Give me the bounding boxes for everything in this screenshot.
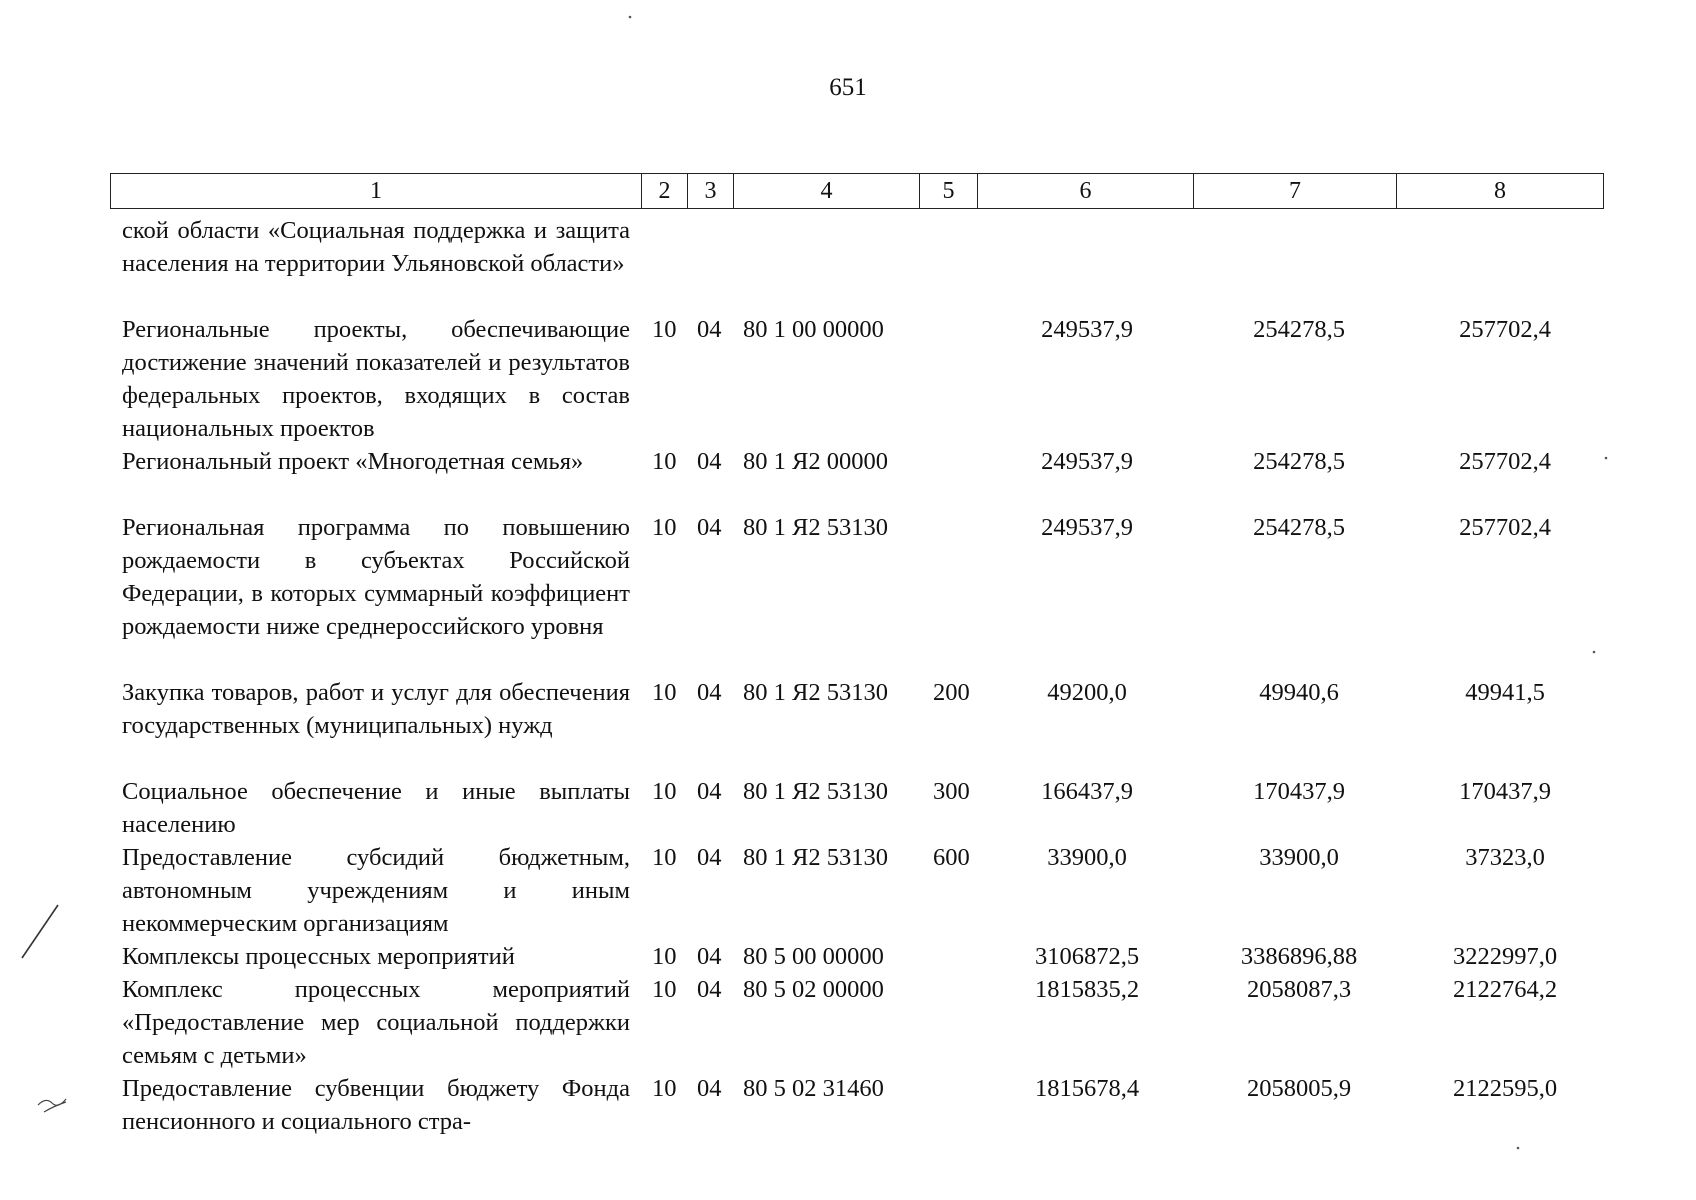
subsection-code: 04 (697, 976, 722, 1003)
row-description: Социальное обеспечение и иные выплаты населению (122, 778, 630, 838)
amount-year-2: 2058087,3 (1246, 976, 1352, 1003)
amount-year-2: 33900,0 (1259, 844, 1339, 871)
amount-year-3: 257702,4 (1459, 514, 1551, 541)
amount-year-2: 49940,6 (1259, 679, 1339, 706)
amount-year-2: 2058005,9 (1246, 1075, 1352, 1102)
target-article-code: 80 1 00 00000 (743, 316, 884, 343)
target-article-code: 80 1 Я2 53130 (743, 778, 888, 805)
pen-stroke-mark (22, 905, 58, 958)
scan-dot (1593, 651, 1596, 654)
subsection-code: 04 (697, 943, 722, 970)
subsection-code: 04 (697, 679, 722, 706)
amount-year-3: 49941,5 (1465, 679, 1545, 706)
section-code: 10 (652, 448, 677, 475)
target-article-code: 80 1 Я2 00000 (743, 448, 888, 475)
column-header-row (111, 174, 1604, 209)
row-description: ской области «Социальная поддержка и защита населения на территории Ульяновской области» (122, 217, 630, 277)
section-code: 10 (652, 976, 677, 1003)
subsection-code: 04 (697, 844, 722, 871)
amount-year-3: 2122595,0 (1452, 1075, 1558, 1102)
amount-year-1: 33900,0 (1047, 844, 1127, 871)
column-header-8: 8 (1397, 174, 1604, 209)
amount-year-1: 3106872,5 (1034, 943, 1140, 970)
row-description: Закупка товаров, работ и услуг для обеспечения государственных (муниципальных) нужд (122, 679, 630, 739)
column-header-2: 2 (642, 174, 688, 209)
row-description: Региональный проект «Многодетная семья» (122, 448, 584, 475)
column-header-7: 7 (1194, 174, 1397, 209)
subsection-code: 04 (697, 448, 722, 475)
row-description: Предоставление субсидий бюджетным, автономным учреждениям и иным некоммерческим организациям (122, 844, 630, 937)
amount-year-3: 2122764,2 (1452, 976, 1558, 1003)
scan-dot (629, 16, 632, 19)
target-article-code: 80 5 02 00000 (743, 976, 884, 1003)
section-code: 10 (652, 1075, 677, 1102)
column-header-6: 6 (978, 174, 1194, 209)
row-description: Комплексы процессных мероприятий (122, 943, 515, 970)
pen-scribble-mark (38, 1099, 66, 1112)
amount-year-3: 257702,4 (1459, 448, 1551, 475)
scan-dot (1517, 1147, 1520, 1150)
section-code: 10 (652, 943, 677, 970)
expense-type-code: 600 (933, 844, 970, 871)
column-header-3: 3 (688, 174, 734, 209)
row-description: Предоставление субвенции бюджету Фонда пенсионного и социального стра- (122, 1075, 630, 1135)
section-code: 10 (652, 679, 677, 706)
subsection-code: 04 (697, 514, 722, 541)
amount-year-2: 254278,5 (1253, 316, 1345, 343)
row-description: Комплекс процессных мероприятий «Предоставление мер социальной поддержки семьям с детьми» (122, 976, 630, 1069)
page-number: 651 (829, 74, 867, 101)
subsection-code: 04 (697, 316, 722, 343)
column-header-4: 4 (734, 174, 920, 209)
row-description: Региональные проекты, обеспечивающие достижение значений показателей и результатов федеральных проектов, входящих в состав национальных проектов (122, 316, 630, 442)
amount-year-2: 170437,9 (1253, 778, 1345, 805)
amount-year-2: 3386896,88 (1240, 943, 1358, 970)
column-header-table (110, 173, 1604, 209)
amount-year-1: 249537,9 (1041, 316, 1133, 343)
section-code: 10 (652, 514, 677, 541)
amount-year-1: 249537,9 (1041, 514, 1133, 541)
subsection-code: 04 (697, 778, 722, 805)
column-header-1: 1 (111, 174, 642, 209)
amount-year-3: 37323,0 (1465, 844, 1545, 871)
amount-year-3: 3222997,0 (1452, 943, 1558, 970)
target-article-code: 80 1 Я2 53130 (743, 514, 888, 541)
amount-year-1: 1815835,2 (1034, 976, 1140, 1003)
amount-year-1: 1815678,4 (1034, 1075, 1140, 1102)
section-code: 10 (652, 778, 677, 805)
amount-year-1: 49200,0 (1047, 679, 1127, 706)
expense-type-code: 200 (933, 679, 970, 706)
target-article-code: 80 1 Я2 53130 (743, 679, 888, 706)
section-code: 10 (652, 316, 677, 343)
amount-year-2: 254278,5 (1253, 514, 1345, 541)
target-article-code: 80 1 Я2 53130 (743, 844, 888, 871)
target-article-code: 80 5 02 31460 (743, 1075, 884, 1102)
section-code: 10 (652, 844, 677, 871)
subsection-code: 04 (697, 1075, 722, 1102)
amount-year-1: 249537,9 (1041, 448, 1133, 475)
row-description: Региональная программа по повышению рождаемости в субъектах Российской Федерации, в которых суммарный коэффициент рождаемости ниже среднероссийского уровня (122, 514, 630, 640)
amount-year-3: 170437,9 (1459, 778, 1551, 805)
amount-year-3: 257702,4 (1459, 316, 1551, 343)
scan-dot (1605, 457, 1608, 460)
target-article-code: 80 5 00 00000 (743, 943, 884, 970)
amount-year-2: 254278,5 (1253, 448, 1345, 475)
expense-type-code: 300 (933, 778, 970, 805)
amount-year-1: 166437,9 (1041, 778, 1133, 805)
column-header-5: 5 (920, 174, 978, 209)
